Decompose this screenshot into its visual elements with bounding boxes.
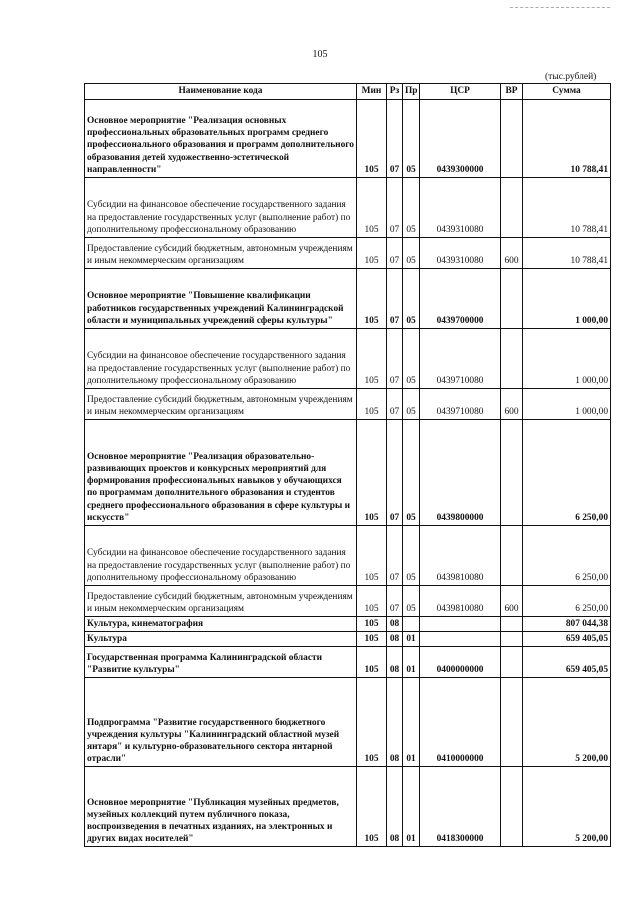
cell-csr: 0439310080 — [420, 178, 501, 238]
cell-name: Предоставление субсидий бюджетным, автономным учреждениям и иным некоммерческим организациям — [85, 389, 357, 420]
cell-csr: 0439810080 — [420, 586, 501, 617]
cell-sum: 1 000,00 — [523, 269, 611, 329]
cell-name: Государственная программа Калининградской области "Развитие культуры" — [85, 647, 357, 678]
cell-rz: 07 — [387, 178, 403, 238]
table-row — [85, 632, 611, 647]
cell-pr: 05 — [403, 329, 420, 389]
cell-rz: 08 — [387, 767, 403, 847]
cell-rz: 07 — [387, 238, 403, 269]
cell-vr — [501, 647, 523, 678]
table-row — [85, 329, 611, 389]
table-row — [85, 526, 611, 586]
cell-csr: 0439710080 — [420, 329, 501, 389]
header-pr: Пр — [403, 84, 420, 100]
cell-vr — [501, 100, 523, 178]
cell-min: 105 — [357, 238, 387, 269]
cell-sum: 659 405,05 — [523, 632, 611, 647]
cell-rz: 07 — [387, 100, 403, 178]
units-label: (тыс.рублей) — [545, 72, 597, 82]
table-row — [85, 420, 611, 526]
cell-vr — [501, 269, 523, 329]
cell-csr: 0439810080 — [420, 526, 501, 586]
cell-csr: 0410000000 — [420, 678, 501, 767]
cell-csr: 0439800000 — [420, 420, 501, 526]
cell-rz: 07 — [387, 420, 403, 526]
table-body — [85, 100, 611, 847]
cell-name: Подпрограмма "Развитие государственного бюджетного учреждения культуры "Калининградский областной музей янтаря" и культурно-образовательного сектора янтарной отрасли" — [85, 678, 357, 767]
cell-min: 105 — [357, 389, 387, 420]
cell-pr: 05 — [403, 238, 420, 269]
cell-rz: 08 — [387, 632, 403, 647]
header-sum: Сумма — [523, 84, 611, 100]
cell-min: 105 — [357, 269, 387, 329]
cell-vr — [501, 526, 523, 586]
cell-pr: 05 — [403, 178, 420, 238]
cell-min: 105 — [357, 526, 387, 586]
table-row — [85, 647, 611, 678]
cell-csr — [420, 632, 501, 647]
cell-pr: 05 — [403, 100, 420, 178]
header-vr: ВР — [501, 84, 523, 100]
cell-sum: 6 250,00 — [523, 420, 611, 526]
cell-pr: 01 — [403, 647, 420, 678]
cell-csr: 0418300000 — [420, 767, 501, 847]
cell-pr — [403, 617, 420, 632]
cell-min: 105 — [357, 420, 387, 526]
cell-sum: 10 788,41 — [523, 100, 611, 178]
cell-name: Субсидии на финансовое обеспечение государственного задания на предоставление государственных услуг (выполнение работ) по дополнительному профессиональному образованию — [85, 526, 357, 586]
cell-rz: 07 — [387, 526, 403, 586]
budget-table — [84, 83, 611, 847]
cell-pr: 05 — [403, 526, 420, 586]
header-min: Мин — [357, 84, 387, 100]
scan-edge-line — [510, 7, 610, 8]
cell-vr — [501, 632, 523, 647]
cell-csr: 0439710080 — [420, 389, 501, 420]
cell-sum: 10 788,41 — [523, 178, 611, 238]
cell-min: 105 — [357, 329, 387, 389]
table-row — [85, 586, 611, 617]
cell-min: 105 — [357, 586, 387, 617]
cell-csr: 0439300000 — [420, 100, 501, 178]
table-row — [85, 269, 611, 329]
table-row — [85, 389, 611, 420]
cell-vr: 600 — [501, 389, 523, 420]
cell-min: 105 — [357, 767, 387, 847]
cell-vr — [501, 767, 523, 847]
cell-min: 105 — [357, 632, 387, 647]
cell-sum: 1 000,00 — [523, 329, 611, 389]
table-header-row — [85, 84, 611, 100]
header-rz: Рз — [387, 84, 403, 100]
page-number: 105 — [312, 49, 328, 60]
cell-sum: 6 250,00 — [523, 586, 611, 617]
cell-name: Субсидии на финансовое обеспечение государственного задания на предоставление государственных услуг (выполнение работ) по дополнительному профессиональному образованию — [85, 329, 357, 389]
cell-vr — [501, 178, 523, 238]
cell-sum: 1 000,00 — [523, 389, 611, 420]
cell-pr: 01 — [403, 767, 420, 847]
cell-min: 105 — [357, 617, 387, 632]
cell-rz: 08 — [387, 617, 403, 632]
table-row — [85, 238, 611, 269]
cell-rz: 07 — [387, 586, 403, 617]
cell-sum: 10 788,41 — [523, 238, 611, 269]
cell-name: Основное мероприятие "Публикация музейных предметов, музейных коллекций путем публичного показа, воспроизведения в печатных изданиях, на электронных и других видах носителей" — [85, 767, 357, 847]
cell-pr: 01 — [403, 632, 420, 647]
table-row — [85, 678, 611, 767]
table-row — [85, 767, 611, 847]
cell-name: Субсидии на финансовое обеспечение государственного задания на предоставление государственных услуг (выполнение работ) по дополнительному профессиональному образованию — [85, 178, 357, 238]
table-row — [85, 178, 611, 238]
cell-pr: 05 — [403, 389, 420, 420]
cell-vr — [501, 678, 523, 767]
cell-min: 105 — [357, 647, 387, 678]
table-row — [85, 100, 611, 178]
cell-vr — [501, 420, 523, 526]
cell-name: Основное мероприятие "Повышение квалификации работников государственных учреждений Калининградской области и муниципальных учреждений сферы культуры" — [85, 269, 357, 329]
cell-pr: 01 — [403, 678, 420, 767]
cell-sum: 659 405,05 — [523, 647, 611, 678]
cell-sum: 5 200,00 — [523, 767, 611, 847]
cell-csr — [420, 617, 501, 632]
cell-rz: 08 — [387, 678, 403, 767]
cell-name: Предоставление субсидий бюджетным, автономным учреждениям и иным некоммерческим организациям — [85, 238, 357, 269]
cell-name: Культура, кинематография — [85, 617, 357, 632]
cell-name: Основное мероприятие "Реализация образовательно-развивающих проектов и конкурсных мероприятий для формирования профессиональных навыков у обучающихся по программам дополнительного образования и студентов среднего профессионального образования в сфере культуры и искусств" — [85, 420, 357, 526]
cell-csr: 0400000000 — [420, 647, 501, 678]
cell-rz: 07 — [387, 269, 403, 329]
header-name: Наименование кода — [85, 84, 357, 100]
cell-sum: 5 200,00 — [523, 678, 611, 767]
cell-name: Культура — [85, 632, 357, 647]
table-row — [85, 617, 611, 632]
cell-rz: 07 — [387, 389, 403, 420]
cell-vr: 600 — [501, 586, 523, 617]
cell-rz: 07 — [387, 329, 403, 389]
cell-vr: 600 — [501, 238, 523, 269]
cell-pr: 05 — [403, 420, 420, 526]
cell-min: 105 — [357, 178, 387, 238]
cell-csr: 0439310080 — [420, 238, 501, 269]
cell-pr: 05 — [403, 269, 420, 329]
cell-name: Основное мероприятие "Реализация основных профессиональных образовательных программ среднего профессионального образования и программ дополнительного образования детей художественно-эстетической направленности" — [85, 100, 357, 178]
cell-csr: 0439700000 — [420, 269, 501, 329]
cell-sum: 807 044,38 — [523, 617, 611, 632]
cell-min: 105 — [357, 100, 387, 178]
cell-vr — [501, 329, 523, 389]
cell-rz: 08 — [387, 647, 403, 678]
header-csr: ЦСР — [420, 84, 501, 100]
cell-pr: 05 — [403, 586, 420, 617]
cell-vr — [501, 617, 523, 632]
cell-sum: 6 250,00 — [523, 526, 611, 586]
cell-name: Предоставление субсидий бюджетным, автономным учреждениям и иным некоммерческим организациям — [85, 586, 357, 617]
cell-min: 105 — [357, 678, 387, 767]
